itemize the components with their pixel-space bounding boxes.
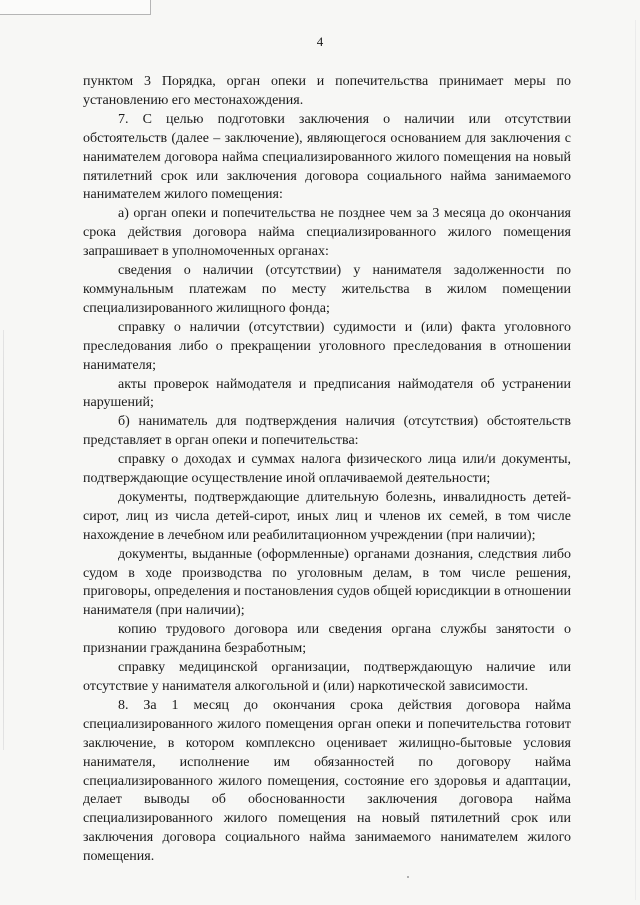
paragraph-debt-info: сведения о наличии (отсутствии) у нанимателя задолженности по коммунальным платежам по месту жительства в жилом помещении специализированного жилищного фонда;	[83, 263, 571, 316]
paragraph-subitem-b: б) наниматель для подтверждения наличия (отсутствия) обстоятельств представляет в орган опеки и попечительства:	[83, 414, 571, 449]
scan-edge-right	[635, 20, 636, 900]
paragraph-illness-documents: документы, подтверждающие длительную болезнь, инвалидность детей-сирот, лиц из числа детей-сирот, иных лиц и членов их семей, в том числе нахождение в лечебном или реабилитационном учреждении (при наличии);	[83, 489, 571, 543]
scan-speck	[407, 876, 409, 878]
paragraph-inspection-acts: акты проверок наймодателя и предписания наймодателя об устранении нарушений;	[83, 376, 571, 411]
paragraph-criminal-record: справку о наличии (отсутствии) судимости и (или) факта уголовного преследования либо о прекращении уголовного преследования в отношении нанимателя;	[83, 319, 571, 373]
paragraph-item-7: 7. С целью подготовки заключения о наличии или отсутствии обстоятельств (далее – заключение), являющегося основанием для заключения с нанимателем договора найма специализированного жилого помещения на новый пятилетний срок или заключения договора социального найма занимаемого нанимателем жилого помещения:	[83, 111, 571, 203]
paragraph-court-documents: документы, выданные (оформленные) органами дознания, следствия либо судом в ходе производства по уголовным делам, в том числе решения, приговоры, определения и постановления судов общей юрисдикции в отношении нанимателя (при наличии);	[83, 546, 571, 619]
paragraph-employment-contract: копию трудового договора или сведения органа службы занятости о признании гражданина безработным;	[83, 622, 571, 657]
scan-frame-corner	[0, 0, 151, 15]
scan-edge-left	[3, 330, 4, 750]
page-number: 4	[316, 34, 324, 49]
paragraph-medical-certificate: справку медицинской организации, подтверждающую наличие или отсутствие у нанимателя алкогольной и (или) наркотической зависимости.	[83, 660, 571, 694]
document-body	[83, 73, 571, 867]
paragraph-item-8: 8. За 1 месяц до окончания срока действия договора найма специализированного жилого помещения орган опеки и попечительства готовит заключение, в котором комплексно оценивает жилищно-бытовые условия нанимателя, исполнение им обязанностей по договору найма специализированного жилого помещения, состояние его здоровья и адаптации, делает выводы об обоснованности заключения договора найма специализированного жилого помещения на новый пятилетний срок или заключения договора социального найма занимаемого нанимателем жилого помещения.	[83, 697, 571, 865]
paragraph-subitem-a: а) орган опеки и попечительства не позднее чем за 3 месяца до окончания срока действия договора найма специализированного жилого помещения запрашивает в уполномоченных органах:	[83, 206, 571, 260]
paragraph-continuation: пунктом 3 Порядка, орган опеки и попечительства принимает меры по установлению его местонахождения.	[83, 74, 571, 108]
paragraph-income-certificate: справку о доходах и суммах налога физического лица или/и документы, подтверждающие осуществление иной оплачиваемой деятельности;	[83, 452, 571, 487]
